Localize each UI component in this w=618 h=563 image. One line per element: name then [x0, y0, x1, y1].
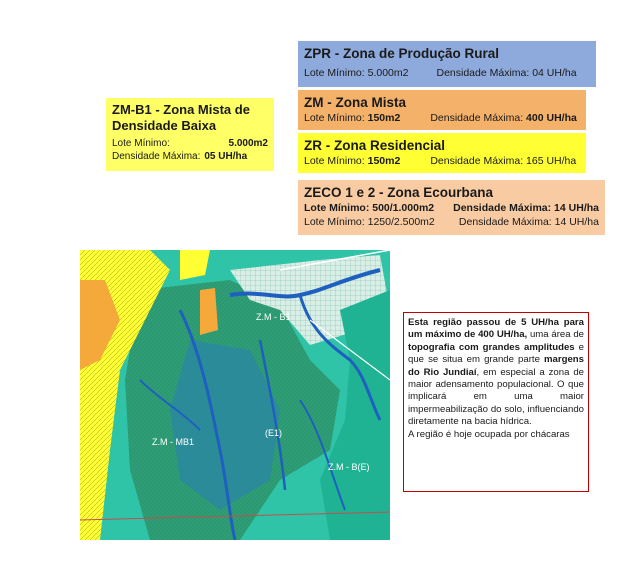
zm-lote-value: 150m2	[367, 112, 401, 124]
zeco-lote-2: Lote Mínimo: 1250/2.500m2	[304, 216, 435, 228]
note-text-4: e que se situa em grande parte	[408, 341, 584, 366]
note-text-3: topografia com grandes amplitudes	[408, 341, 575, 353]
zr-densidade: Densidade Máxima: 165 UH/ha	[430, 155, 577, 167]
zmb1-lote-value: 5.000m2	[228, 138, 268, 149]
zmb1-dens-value: 05 UH/ha	[204, 151, 248, 162]
note-text-5: margens do Rio Jundiaí	[408, 354, 584, 378]
map-label-zmb1-top: Z.M - B1	[256, 312, 291, 322]
zm-title: ZM - Zona Mista	[304, 95, 406, 110]
zm-legend-box	[298, 90, 586, 130]
zpr-lote: Lote Mínimo: 5.000m2	[304, 67, 409, 79]
zoning-map-svg	[80, 250, 390, 540]
zoning-map	[80, 250, 390, 540]
map-label-e1: (E1)	[265, 428, 283, 438]
note-text-2: uma área de	[527, 329, 584, 341]
zm-lote	[304, 111, 400, 125]
zeco-lote-1: Lote Mínimo: 500/1.000m2	[304, 202, 435, 214]
annotation-note	[403, 312, 589, 492]
zpr-title: ZPR - Zona de Produção Rural	[304, 46, 500, 61]
zr-lote-value: 150m2	[367, 155, 401, 167]
zmb1-legend-box	[106, 98, 274, 171]
zmb1-lote-label: Lote Mínimo:	[112, 138, 170, 149]
note-text-7: A região é hoje ocupada por chácaras	[408, 428, 570, 440]
zr-legend-box	[298, 133, 586, 173]
zmb1-dens-label: Densidade Máxima:	[112, 151, 201, 162]
map-label-zmb1-left: Z.M - MB1	[152, 437, 194, 447]
zm-densidade	[430, 111, 577, 125]
zeco-title: ZECO 1 e 2 - Zona Ecourbana	[304, 185, 494, 200]
note-text-1: Esta região passou de 5 UH/ha para um máximo de 400 UH/ha,	[408, 317, 584, 341]
zm-dens-value: 400 UH/ha	[526, 112, 577, 124]
zpr-densidade: Densidade Máxima: 04 UH/ha	[436, 67, 577, 79]
zm-lote-label: Lote Mínimo:	[304, 112, 365, 124]
note-text-6: , em especial a zona de maior adensamento populacional. O que implicará em uma maior impermeabilização do solo, influenciando diretamente na bacia hídrica.	[408, 366, 584, 428]
zeco-densidade-1: Densidade Máxima: 14 UH/ha	[453, 202, 599, 214]
zmb1-title: ZM-B1 - Zona Mista de Densidade Baixa	[112, 102, 250, 133]
zr-title: ZR - Zona Residencial	[304, 138, 446, 153]
zm-dens-label: Densidade Máxima:	[430, 112, 524, 124]
zr-lote	[304, 154, 400, 168]
zeco-densidade-2: Densidade Máxima: 14 UH/ha	[458, 216, 599, 228]
zeco-legend-box	[298, 180, 605, 235]
zpr-legend-box	[298, 41, 596, 87]
zr-lote-label: Lote Mínimo:	[304, 155, 365, 167]
map-label-zmbe: Z.M - B(E)	[328, 462, 370, 472]
